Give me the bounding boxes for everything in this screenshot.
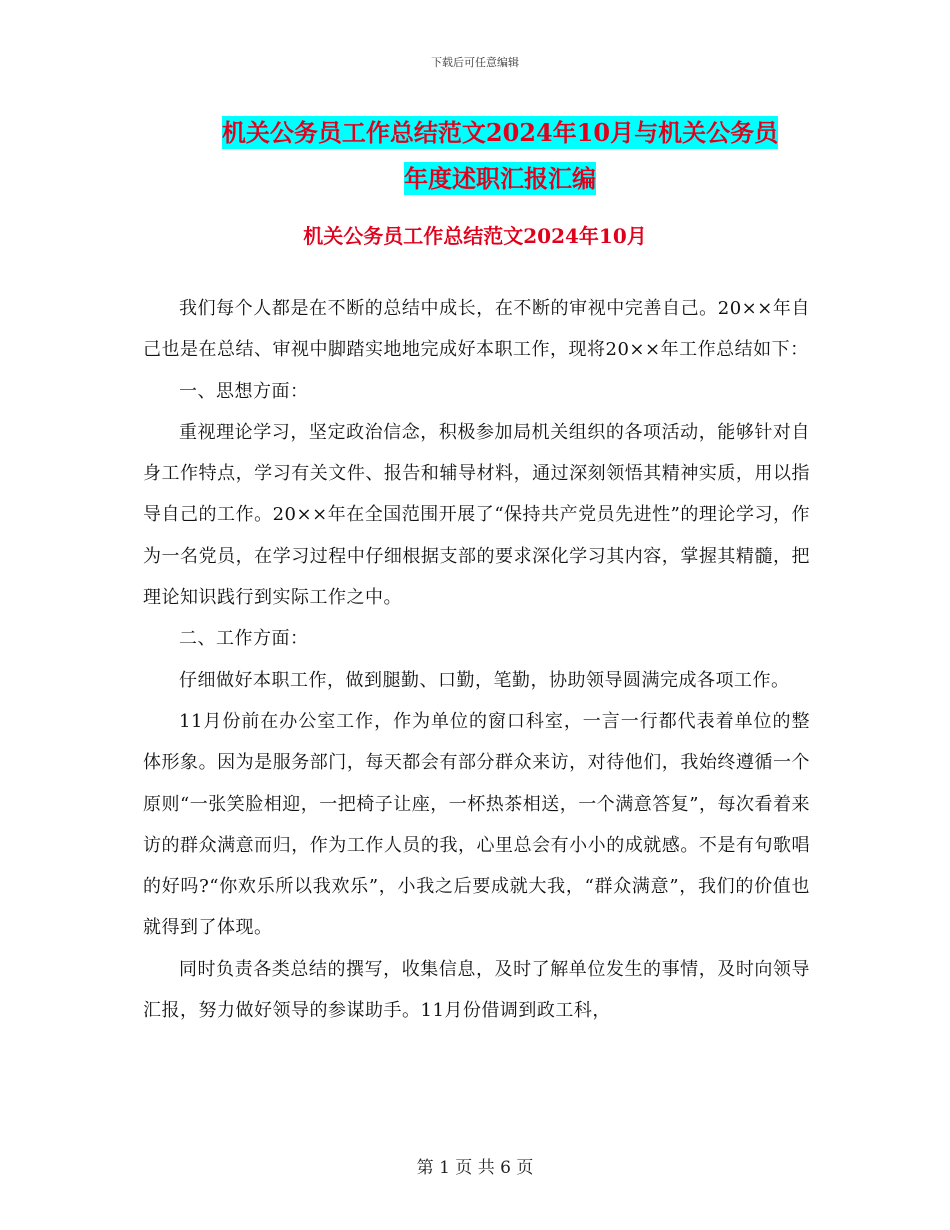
document-title [190, 110, 810, 202]
paragraph-heading: 一、思想方面： [179, 380, 309, 402]
document-title-line2: 年度述职汇报汇编 [404, 164, 596, 193]
body-text [143, 288, 810, 1031]
paragraph-heading: 二、工作方面： [179, 628, 309, 650]
paragraph: 11月份前在办公室工作，作为单位的窗口科室，一言一行都代表着单位的整体形象。因为是服务部门，每天都会有部分群众来访，对待他们，我始终遵循一个原则“一张笑脸相迎，一把椅子让座，一杯热茶相送，一个满意答复”，每次看着来访的群众满意而归，作为工作人员的我，心里总会有小小的成就感。不是有句歌唱的好吗?“你欢乐所以我欢乐”，小我之后要成就大我，“群众满意”，我们的价值也就得到了体现。 [143, 710, 810, 939]
paragraph: 同时负责各类总结的撰写，收集信息，及时了解单位发生的事情，及时向领导汇报，努力做好领导的参谋助手。11月份借调到政工科， [143, 958, 810, 1022]
document-title-line1: 机关公务员工作总结范文2024年10月与机关公务员 [221, 118, 779, 147]
section-title: 机关公务员工作总结范文2024年10月 [303, 224, 647, 248]
paragraph: 我们每个人都是在不断的总结中成长，在不断的审视中完善自己。20××年自己也是在总结、审视中脚踏实地地完成好本职工作，现将20××年工作总结如下： [143, 298, 810, 361]
paragraph: 仔细做好本职工作，做到腿勤、口勤，笔勤，协助领导圆满完成各项工作。 [179, 669, 790, 691]
page-number: 第 1 页 共 6 页 [416, 1158, 534, 1178]
header-note: 下载后可任意编辑 [431, 56, 519, 69]
paragraph: 重视理论学习，坚定政治信念，积极参加局机关组织的各项活动，能够针对自身工作特点，学习有关文件、报告和辅导材料，通过深刻领悟其精神实质，用以指导自己的工作。20××年在全国范围开展了“保持共产党员先进性”的理论学习，作为一名党员，在学习过程中仔细根据支部的要求深化学习其内容，掌握其精髓，把理论知识践行到实际工作之中。 [143, 421, 810, 609]
